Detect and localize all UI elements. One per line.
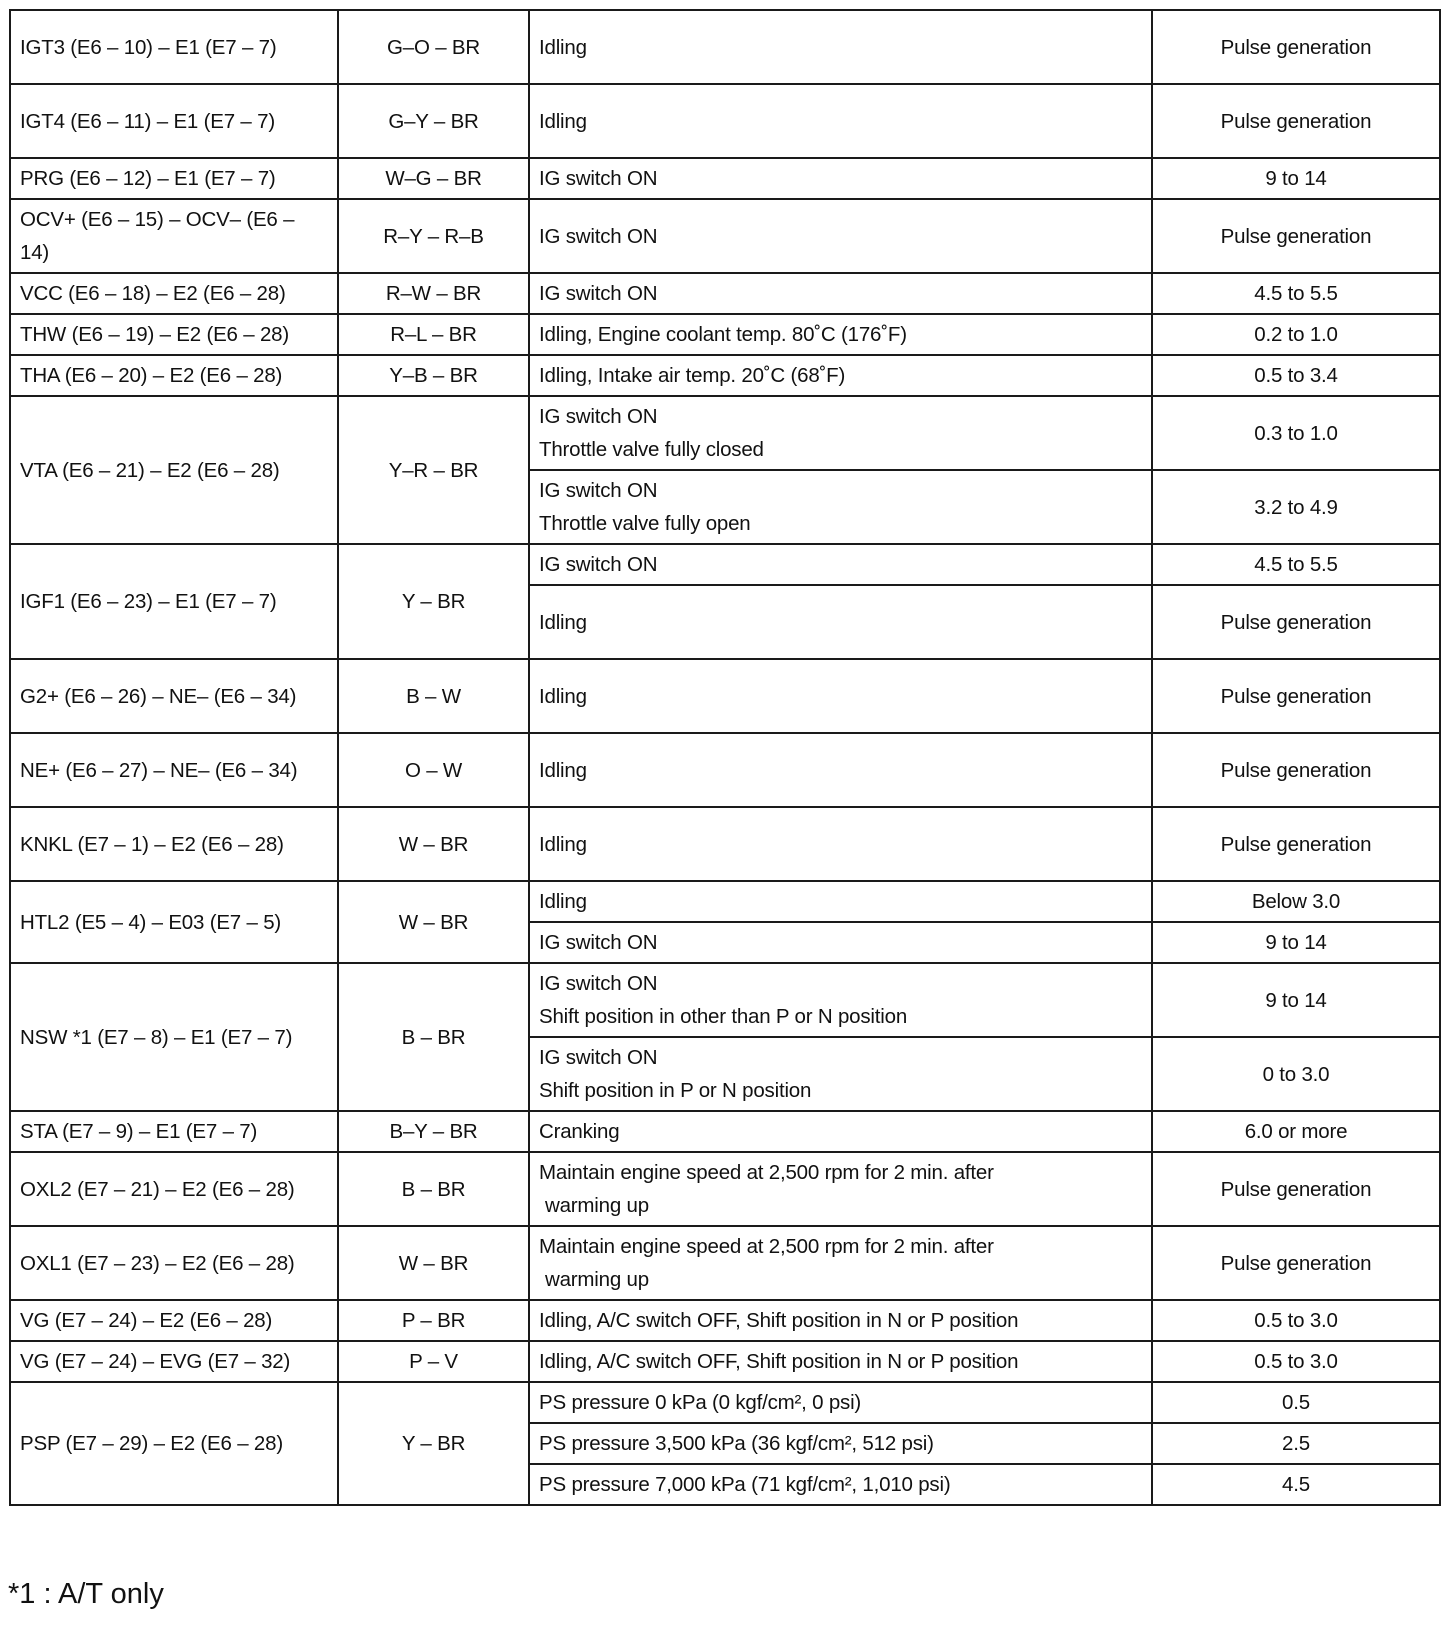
terminal-cell: NSW *1 (E7 – 8) – E1 (E7 – 7) xyxy=(10,963,338,1111)
wiring-color-cell: Y – BR xyxy=(338,1382,529,1505)
condition-line: Idling, A/C switch OFF, Shift position in N or P position xyxy=(539,1309,1019,1332)
terminal-cell: OCV+ (E6 – 15) – OCV– (E6 – 14) xyxy=(10,199,338,273)
specified-condition-cell: 3.2 to 4.9 xyxy=(1152,470,1440,544)
condition-line: Shift position in P or N position xyxy=(539,1079,812,1102)
condition-line: IG switch ON xyxy=(539,282,658,305)
table-body xyxy=(10,10,1440,1505)
condition-line: warming up xyxy=(545,1268,649,1291)
condition-line: Throttle valve fully closed xyxy=(539,438,764,461)
specified-condition-cell: 0.2 to 1.0 xyxy=(1152,314,1440,355)
specified-condition-cell: 6.0 or more xyxy=(1152,1111,1440,1152)
condition-line: IG switch ON xyxy=(539,405,658,428)
specified-condition-cell: 0.5 xyxy=(1152,1382,1440,1423)
terminal-cell: THA (E6 – 20) – E2 (E6 – 28) xyxy=(10,355,338,396)
terminal-cell: G2+ (E6 – 26) – NE– (E6 – 34) xyxy=(10,659,338,733)
specified-condition-cell: Pulse generation xyxy=(1152,84,1440,158)
condition-cell xyxy=(529,10,1152,84)
terminal-cell: IGT3 (E6 – 10) – E1 (E7 – 7) xyxy=(10,10,338,84)
specified-condition-cell: 4.5 xyxy=(1152,1464,1440,1505)
terminal-cell: THW (E6 – 19) – E2 (E6 – 28) xyxy=(10,314,338,355)
table-row xyxy=(10,1341,1440,1382)
condition-cell xyxy=(529,1382,1152,1423)
condition-cell xyxy=(529,1111,1152,1152)
condition-line: IG switch ON xyxy=(539,167,658,190)
terminal-cell: VG (E7 – 24) – EVG (E7 – 32) xyxy=(10,1341,338,1382)
specified-condition-cell: Pulse generation xyxy=(1152,10,1440,84)
condition-cell xyxy=(529,1300,1152,1341)
specified-condition-cell: 0.5 to 3.0 xyxy=(1152,1341,1440,1382)
terminal-cell: HTL2 (E5 – 4) – E03 (E7 – 5) xyxy=(10,881,338,963)
specified-condition-cell: 9 to 14 xyxy=(1152,963,1440,1037)
condition-line: Maintain engine speed at 2,500 rpm for 2 min. after xyxy=(539,1161,994,1184)
condition-line: Idling xyxy=(539,35,587,59)
specified-condition-cell: Pulse generation xyxy=(1152,807,1440,881)
table-row xyxy=(10,659,1440,733)
table-row xyxy=(10,963,1440,1037)
wiring-color-cell: P – V xyxy=(338,1341,529,1382)
condition-line: IG switch ON xyxy=(539,1046,658,1069)
footnote: *1 : A/T only xyxy=(8,1578,164,1610)
terminal-cell: PSP (E7 – 29) – E2 (E6 – 28) xyxy=(10,1382,338,1505)
table-row xyxy=(10,355,1440,396)
wiring-color-cell: B–Y – BR xyxy=(338,1111,529,1152)
condition-line: Maintain engine speed at 2,500 rpm for 2 min. after xyxy=(539,1235,994,1258)
table-row xyxy=(10,273,1440,314)
table-row xyxy=(10,10,1440,84)
terminal-cell: VTA (E6 – 21) – E2 (E6 – 28) xyxy=(10,396,338,544)
terminal-cell: OXL2 (E7 – 21) – E2 (E6 – 28) xyxy=(10,1152,338,1226)
terminal-cell: KNKL (E7 – 1) – E2 (E6 – 28) xyxy=(10,807,338,881)
terminal-cell: STA (E7 – 9) – E1 (E7 – 7) xyxy=(10,1111,338,1152)
condition-line: IG switch ON xyxy=(539,553,658,576)
condition-cell xyxy=(529,84,1152,158)
condition-cell xyxy=(529,922,1152,963)
table-row xyxy=(10,1226,1440,1300)
table-row xyxy=(10,1111,1440,1152)
specified-condition-cell: Pulse generation xyxy=(1152,199,1440,273)
condition-cell xyxy=(529,963,1152,1037)
condition-line: Idling, A/C switch OFF, Shift position in N or P position xyxy=(539,1350,1019,1373)
wiring-color-cell: B – BR xyxy=(338,963,529,1111)
specified-condition-cell: Pulse generation xyxy=(1152,1226,1440,1300)
wiring-color-cell: W – BR xyxy=(338,881,529,963)
condition-line: PS pressure 0 kPa (0 kgf/cm², 0 psi) xyxy=(539,1391,862,1414)
terminal-cell: VG (E7 – 24) – E2 (E6 – 28) xyxy=(10,1300,338,1341)
terminal-cell: NE+ (E6 – 27) – NE– (E6 – 34) xyxy=(10,733,338,807)
terminal-inspection-table xyxy=(9,9,1441,1506)
terminal-cell: VCC (E6 – 18) – E2 (E6 – 28) xyxy=(10,273,338,314)
specified-condition-cell: Pulse generation xyxy=(1152,659,1440,733)
condition-line: Idling xyxy=(539,684,587,708)
condition-line: IG switch ON xyxy=(539,224,658,248)
table-row xyxy=(10,84,1440,158)
wiring-color-cell: W–G – BR xyxy=(338,158,529,199)
condition-cell xyxy=(529,355,1152,396)
condition-cell xyxy=(529,1423,1152,1464)
table-row xyxy=(10,1382,1440,1423)
condition-cell xyxy=(529,807,1152,881)
specified-condition-cell: Below 3.0 xyxy=(1152,881,1440,922)
condition-line: Throttle valve fully open xyxy=(539,512,751,535)
condition-line: warming up xyxy=(545,1194,649,1217)
specified-condition-cell: 4.5 to 5.5 xyxy=(1152,544,1440,585)
condition-line: Idling xyxy=(539,832,587,856)
condition-line: Idling xyxy=(539,109,587,133)
table-row xyxy=(10,544,1440,585)
wiring-color-cell: B – BR xyxy=(338,1152,529,1226)
wiring-color-cell: R–Y – R–B xyxy=(338,199,529,273)
condition-line: Idling xyxy=(539,610,587,634)
wiring-color-cell: W – BR xyxy=(338,807,529,881)
terminal-cell: OXL1 (E7 – 23) – E2 (E6 – 28) xyxy=(10,1226,338,1300)
table-row xyxy=(10,158,1440,199)
condition-cell xyxy=(529,659,1152,733)
wiring-color-cell: R–L – BR xyxy=(338,314,529,355)
condition-cell xyxy=(529,1226,1152,1300)
wiring-color-cell: G–Y – BR xyxy=(338,84,529,158)
wiring-color-cell: Y–B – BR xyxy=(338,355,529,396)
condition-cell xyxy=(529,396,1152,470)
terminal-cell: PRG (E6 – 12) – E1 (E7 – 7) xyxy=(10,158,338,199)
wiring-color-cell: B – W xyxy=(338,659,529,733)
wiring-color-cell: P – BR xyxy=(338,1300,529,1341)
specified-condition-cell: 4.5 to 5.5 xyxy=(1152,273,1440,314)
table-row xyxy=(10,1152,1440,1226)
specified-condition-cell: 0.5 to 3.0 xyxy=(1152,1300,1440,1341)
condition-cell xyxy=(529,470,1152,544)
specified-condition-cell: 9 to 14 xyxy=(1152,922,1440,963)
condition-line: IG switch ON xyxy=(539,931,658,954)
condition-line: Cranking xyxy=(539,1120,620,1143)
table-row xyxy=(10,199,1440,273)
specified-condition-cell: 0.5 to 3.4 xyxy=(1152,355,1440,396)
table-row xyxy=(10,314,1440,355)
condition-line: PS pressure 3,500 kPa (36 kgf/cm², 512 psi) xyxy=(539,1432,934,1455)
condition-cell xyxy=(529,585,1152,659)
specified-condition-cell: 2.5 xyxy=(1152,1423,1440,1464)
specified-condition-cell: 0.3 to 1.0 xyxy=(1152,396,1440,470)
table-row xyxy=(10,807,1440,881)
condition-cell xyxy=(529,199,1152,273)
wiring-color-cell: Y – BR xyxy=(338,544,529,659)
condition-cell xyxy=(529,544,1152,585)
table-row xyxy=(10,1300,1440,1341)
condition-cell xyxy=(529,881,1152,922)
specified-condition-cell: Pulse generation xyxy=(1152,585,1440,659)
specified-condition-cell: 0 to 3.0 xyxy=(1152,1037,1440,1111)
condition-line: Idling xyxy=(539,890,587,913)
specified-condition-cell: Pulse generation xyxy=(1152,1152,1440,1226)
condition-cell xyxy=(529,1152,1152,1226)
condition-cell xyxy=(529,1464,1152,1505)
wiring-color-cell: G–O – BR xyxy=(338,10,529,84)
terminal-cell: IGT4 (E6 – 11) – E1 (E7 – 7) xyxy=(10,84,338,158)
table-row xyxy=(10,881,1440,922)
specified-condition-cell: 9 to 14 xyxy=(1152,158,1440,199)
table-row xyxy=(10,396,1440,470)
condition-cell xyxy=(529,1341,1152,1382)
condition-line: IG switch ON xyxy=(539,972,658,995)
specified-condition-cell: Pulse generation xyxy=(1152,733,1440,807)
wiring-color-cell: R–W – BR xyxy=(338,273,529,314)
condition-line: Shift position in other than P or N position xyxy=(539,1005,908,1028)
wiring-color-cell: Y–R – BR xyxy=(338,396,529,544)
terminal-cell: IGF1 (E6 – 23) – E1 (E7 – 7) xyxy=(10,544,338,659)
condition-line: PS pressure 7,000 kPa (71 kgf/cm², 1,010 psi) xyxy=(539,1473,951,1496)
condition-line: Idling, Engine coolant temp. 80˚C (176˚F) xyxy=(539,323,907,346)
wiring-color-cell: W – BR xyxy=(338,1226,529,1300)
table-row xyxy=(10,733,1440,807)
condition-cell xyxy=(529,1037,1152,1111)
condition-cell xyxy=(529,158,1152,199)
condition-line: Idling xyxy=(539,758,587,782)
condition-line: Idling, Intake air temp. 20˚C (68˚F) xyxy=(539,364,846,387)
condition-cell xyxy=(529,273,1152,314)
condition-cell xyxy=(529,314,1152,355)
condition-line: IG switch ON xyxy=(539,479,658,502)
wiring-color-cell: O – W xyxy=(338,733,529,807)
condition-cell xyxy=(529,733,1152,807)
